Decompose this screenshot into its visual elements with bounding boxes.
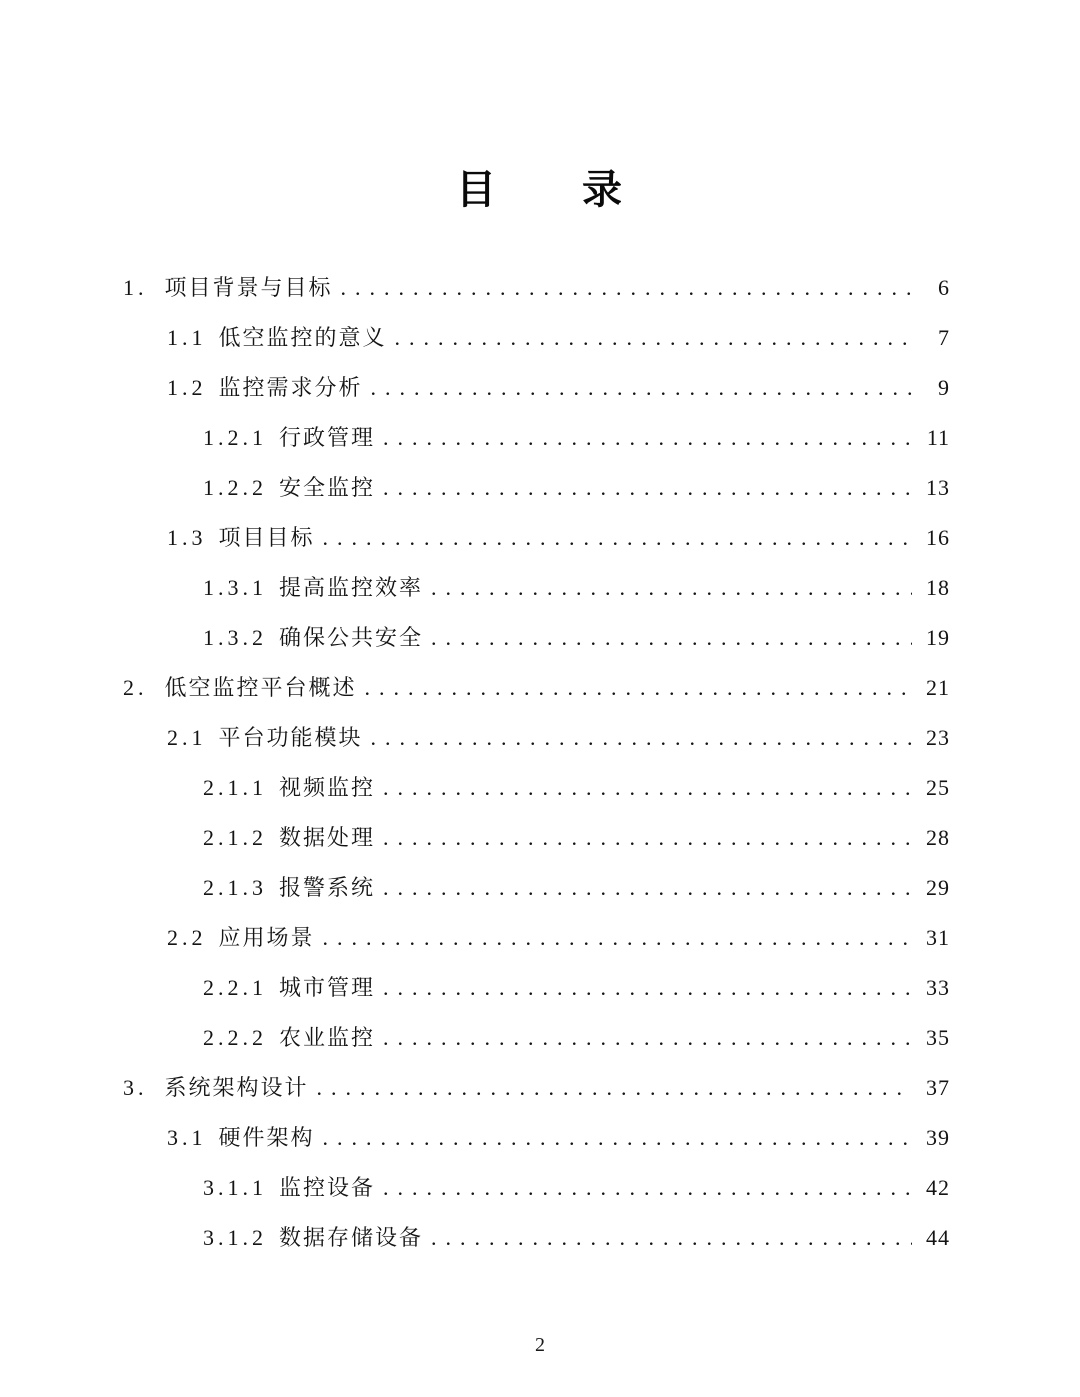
toc-entry-page: 42 xyxy=(926,1175,950,1200)
dot-leader xyxy=(323,513,912,563)
toc-entry-label: 应用场景 xyxy=(218,925,315,950)
dot-leader xyxy=(383,963,912,1013)
toc-entry-number: 3.1.2 xyxy=(203,1225,267,1250)
toc-entry-number: 2.2 xyxy=(167,925,207,950)
toc-entry-page: 16 xyxy=(926,525,950,550)
toc-entry-label: 确保公共安全 xyxy=(279,625,424,650)
toc-entry-page: 25 xyxy=(926,775,950,800)
toc-entry-label: 农业监控 xyxy=(279,1025,376,1050)
dot-leader xyxy=(383,813,912,863)
toc-entry-label: 数据处理 xyxy=(279,825,376,850)
toc-entry-label: 系统架构设计 xyxy=(164,1075,309,1100)
toc-entry[interactable] xyxy=(0,413,1080,463)
toc-entry-label: 项目目标 xyxy=(218,525,315,550)
toc-entry-number: 3.1.1 xyxy=(203,1175,267,1200)
dot-leader xyxy=(323,913,912,963)
toc-entry-page: 18 xyxy=(926,575,950,600)
toc-entry-page: 37 xyxy=(926,1075,950,1100)
toc-entry-number: 1.3.2 xyxy=(203,625,267,650)
toc-entry[interactable] xyxy=(0,863,1080,913)
toc-entry[interactable] xyxy=(0,313,1080,363)
toc-entry[interactable] xyxy=(0,663,1080,713)
dot-leader xyxy=(383,863,912,913)
toc-entry-number: 2. xyxy=(123,675,148,700)
toc-title: 目 录 xyxy=(456,168,624,212)
toc-entry[interactable] xyxy=(0,813,1080,863)
toc-entry-page: 35 xyxy=(926,1025,950,1050)
toc-entry-number: 2.1.2 xyxy=(203,825,267,850)
toc-entry-number: 1.2 xyxy=(167,375,207,400)
toc-entry-label: 低空监控平台概述 xyxy=(164,675,357,700)
dot-leader xyxy=(365,663,912,713)
dot-leader xyxy=(431,1213,912,1263)
toc-entry-label: 项目背景与目标 xyxy=(164,275,333,300)
dot-leader xyxy=(395,313,912,363)
dot-leader xyxy=(431,563,912,613)
toc-entry-label: 视频监控 xyxy=(279,775,376,800)
toc-entry-number: 2.1 xyxy=(167,725,207,750)
dot-leader xyxy=(371,363,912,413)
toc-entry[interactable] xyxy=(0,913,1080,963)
toc-entry[interactable] xyxy=(0,1163,1080,1213)
toc-entry-page: 7 xyxy=(938,325,950,350)
toc-entry-label: 监控设备 xyxy=(279,1175,376,1200)
dot-leader xyxy=(383,763,912,813)
toc-entry-label: 报警系统 xyxy=(279,875,376,900)
toc-entry-label: 城市管理 xyxy=(279,975,376,1000)
toc-entry-number: 1.1 xyxy=(167,325,207,350)
dot-leader xyxy=(383,463,912,513)
dot-leader xyxy=(383,1163,912,1213)
toc-entry-page: 6 xyxy=(938,275,950,300)
toc-entry-page: 31 xyxy=(926,925,950,950)
toc-entry-page: 28 xyxy=(926,825,950,850)
toc-entry-label: 提高监控效率 xyxy=(279,575,424,600)
toc-entry[interactable] xyxy=(0,513,1080,563)
toc-entry[interactable] xyxy=(0,463,1080,513)
toc-entry-page: 44 xyxy=(926,1225,950,1250)
toc-entry[interactable] xyxy=(0,1213,1080,1263)
toc-entry-number: 1.2.2 xyxy=(203,475,267,500)
toc-entry[interactable] xyxy=(0,713,1080,763)
toc-entry-label: 行政管理 xyxy=(279,425,376,450)
toc-entry-page: 39 xyxy=(926,1125,950,1150)
table-of-contents xyxy=(0,263,1080,1263)
dot-leader xyxy=(383,1013,912,1063)
toc-entry-number: 3. xyxy=(123,1075,148,1100)
dot-leader xyxy=(383,413,912,463)
toc-entry-page: 29 xyxy=(926,875,950,900)
toc-entry[interactable] xyxy=(0,1013,1080,1063)
toc-entry-page: 11 xyxy=(926,425,950,450)
dot-leader xyxy=(371,713,912,763)
dot-leader xyxy=(341,263,912,313)
toc-entry-number: 3.1 xyxy=(167,1125,207,1150)
dot-leader xyxy=(431,613,912,663)
toc-entry[interactable] xyxy=(0,613,1080,663)
toc-entry[interactable] xyxy=(0,1113,1080,1163)
toc-entry-number: 2.2.2 xyxy=(203,1025,267,1050)
toc-entry[interactable] xyxy=(0,563,1080,613)
toc-entry-number: 2.1.3 xyxy=(203,875,267,900)
dot-leader xyxy=(323,1113,912,1163)
toc-entry-number: 1.2.1 xyxy=(203,425,267,450)
toc-entry-number: 1. xyxy=(123,275,148,300)
dot-leader xyxy=(317,1063,912,1113)
toc-entry-number: 1.3.1 xyxy=(203,575,267,600)
toc-entry-page: 19 xyxy=(926,625,950,650)
toc-entry-page: 21 xyxy=(926,675,950,700)
toc-entry-label: 监控需求分析 xyxy=(218,375,363,400)
footer-page-number: 2 xyxy=(535,1334,545,1356)
toc-entry[interactable] xyxy=(0,263,1080,313)
toc-entry-page: 13 xyxy=(926,475,950,500)
toc-entry-page: 23 xyxy=(926,725,950,750)
toc-entry[interactable] xyxy=(0,963,1080,1013)
toc-entry-number: 2.1.1 xyxy=(203,775,267,800)
toc-entry[interactable] xyxy=(0,1063,1080,1113)
toc-entry-page: 33 xyxy=(926,975,950,1000)
toc-entry-number: 2.2.1 xyxy=(203,975,267,1000)
toc-entry-label: 平台功能模块 xyxy=(218,725,363,750)
toc-entry-label: 安全监控 xyxy=(279,475,376,500)
toc-entry-number: 1.3 xyxy=(167,525,207,550)
toc-entry-label: 低空监控的意义 xyxy=(218,325,387,350)
toc-entry[interactable] xyxy=(0,363,1080,413)
toc-entry-page: 9 xyxy=(938,375,950,400)
toc-entry-label: 数据存储设备 xyxy=(279,1225,424,1250)
toc-entry-label: 硬件架构 xyxy=(218,1125,315,1150)
toc-entry[interactable] xyxy=(0,763,1080,813)
